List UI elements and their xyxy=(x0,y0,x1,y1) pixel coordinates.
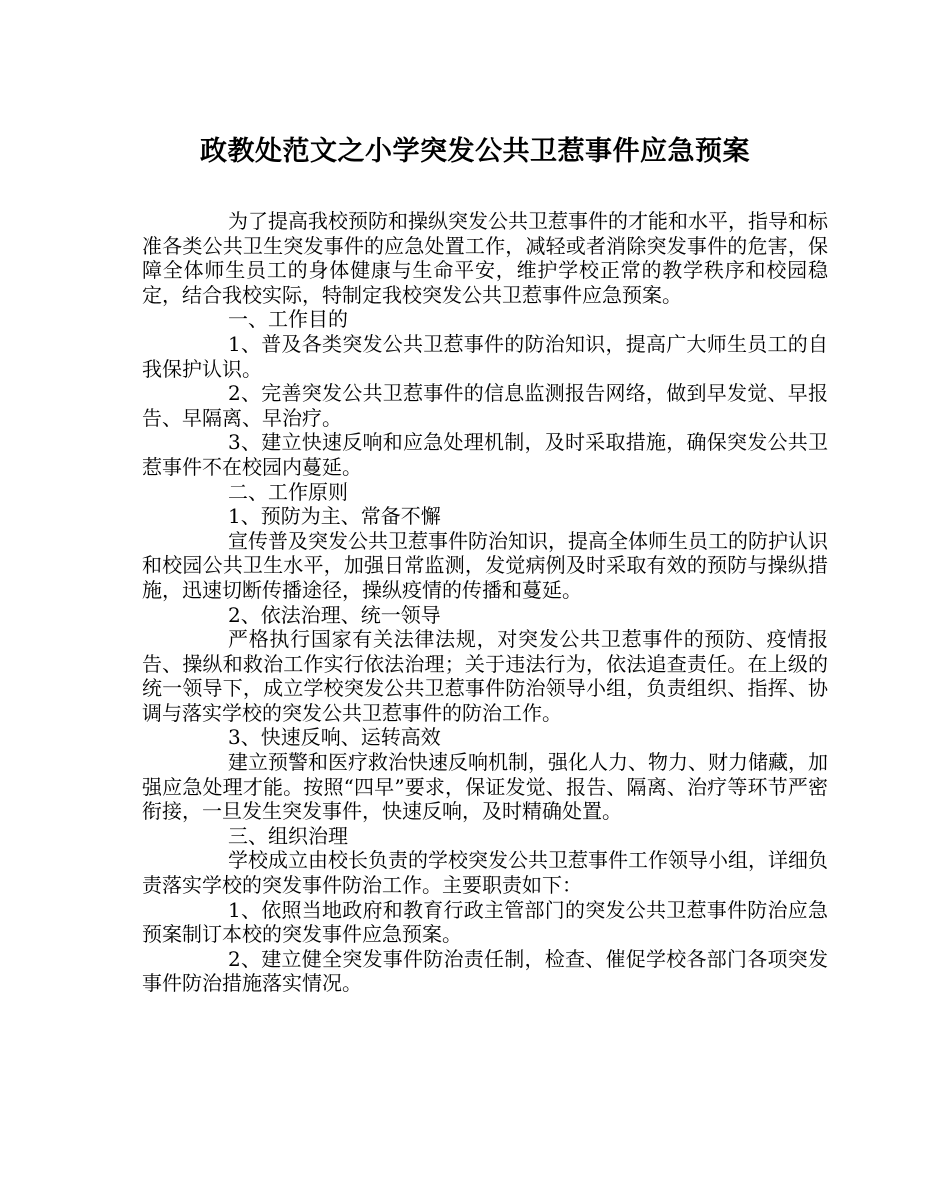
document-body xyxy=(142,209,828,996)
paragraph-purpose-2: 2、完善突发公共卫惹事件的信息监测报告网络，做到早发觉、早报告、早隔离、早治疗。 xyxy=(142,381,828,430)
paragraph-principle-1: 宣传普及突发公共卫惹事件防治知识，提高全体师生员工的防护认识和校园公共卫生水平，加强日常监测，发觉病例及时采取有效的预防与操纵措施，迅速切断传播途径，操纵疫情的传播和蔓延。 xyxy=(142,528,828,602)
subheading-principle-1: 1、预防为主、常备不懈 xyxy=(228,504,441,529)
paragraph-principle-3: 建立预警和医疗救治快速反响机制，强化人力、物力、财力储藏，加强应急处理才能。按照“四早”要求，保证发觉、报告、隔离、治疗等环节严密衔接，一旦发生突发事件，快速反响，及时精确处置。 xyxy=(142,750,828,824)
paragraph-intro: 为了提高我校预防和操纵突发公共卫惹事件的才能和水平，指导和标准各类公共卫生突发事件的应急处置工作，减轻或者消除突发事件的危害，保障全体师生员工的身体健康与生命平安，维护学校正常的教学秩序和校园稳定，结合我校实际，特制定我校突发公共卫惹事件应急预案。 xyxy=(142,209,828,307)
paragraph-purpose-1: 1、普及各类突发公共卫惹事件的防治知识，提高广大师生员工的自我保护认识。 xyxy=(142,331,828,381)
paragraph-duty-2: 2、建立健全突发事件防治责任制，检查、催促学校各部门各项突发事件防治措施落实情况。 xyxy=(142,946,828,996)
heading-organization: 三、组织治理 xyxy=(228,823,348,848)
heading-work-principles: 二、工作原则 xyxy=(228,479,348,504)
document-title: 政教处范文之小学突发公共卫惹事件应急预案 xyxy=(200,136,750,167)
paragraph-organization: 学校成立由校长负责的学校突发公共卫惹事件工作领导小组，详细负责落实学校的突发事件防治工作。主要职责如下： xyxy=(142,848,828,898)
paragraph-purpose-3: 3、建立快速反响和应急处理机制，及时采取措施，确保突发公共卫惹事件不在校园内蔓延。 xyxy=(142,430,828,479)
subheading-principle-2: 2、依法治理、统一领导 xyxy=(228,602,441,627)
paragraph-duty-1: 1、依照当地政府和教育行政主管部门的突发公共卫惹事件防治应急预案制订本校的突发事件应急预案。 xyxy=(142,897,828,947)
paragraph-principle-2: 严格执行国家有关法律法规，对突发公共卫惹事件的预防、疫情报告、操纵和救治工作实行依法治理；关于违法行为，依法追查责任。在上级的统一领导下，成立学校突发公共卫惹事件防治领导小组，负责组织、指挥、协调与落实学校的突发公共卫惹事件的防治工作。 xyxy=(142,627,828,725)
subheading-principle-3: 3、快速反响、运转高效 xyxy=(228,725,441,750)
heading-work-purpose: 一、工作目的 xyxy=(228,307,348,332)
